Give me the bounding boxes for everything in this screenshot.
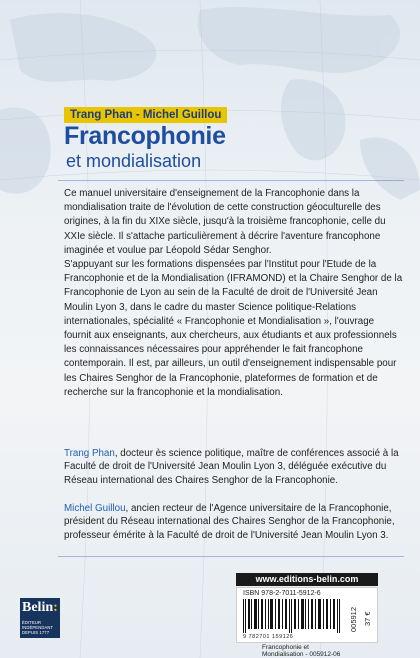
barcode-icon [243, 599, 341, 633]
belin-logo [20, 598, 60, 638]
barcode-number: 9 782701 159126 [243, 634, 294, 640]
footer-line: Francophonie et [262, 644, 309, 651]
author-bio [64, 447, 404, 487]
divider-top [58, 180, 404, 181]
book-title: Francophonie [64, 122, 226, 150]
product-code: 005912 [349, 606, 358, 632]
belin-tagline: ÉDITEUR INDÉPENDANT [22, 620, 54, 630]
author-bio [64, 502, 404, 542]
belin-since: DEPUIS 1777 [22, 630, 50, 635]
footer-line: Mondialisation - 005912-06 [262, 651, 341, 658]
author-name: Michel Guillou [64, 503, 126, 514]
belin-name: Belin [22, 600, 54, 615]
author-bio-text: , docteur ès science politique, maître de conférences associé à la Faculté de droit de l'Université Jean Moulin Lyon 3, déléguée exécutive du Réseau international des Chaires Senghor de la Francophonie. [64, 448, 399, 486]
author-name: Trang Phan [64, 448, 115, 459]
description-paragraph: Ce manuel universitaire d'enseignement de la Francophonie dans la mondialisation traite de l'évolution de cette construction géoculturelle des origines, à la fin du XIXe siècle, jusqu'à la troisième francophonie, celle du XXIe siècle. Il s'attache particulièrement à décrire l'aventure francophone imaginée et voulue par Léopold Sédar Senghor. [64, 188, 386, 256]
author-bio-text: , ancien recteur de l'Agence universitaire de la Francophonie, président du Réseau international des Chaires Senghor de la Francophonie, professeur émérite à la Faculté de droit de l'Université Jean Moulin Lyon 3. [64, 503, 395, 541]
description [64, 187, 404, 400]
description-paragraph: S'appuyant sur les formations dispensées par l'Institut pour l'Etude de la Francophonie et de la Mondialisation (IFRAMOND) et la Chaire Senghor de la Francophonie de Lyon au sein de la Faculté de droit de l'Université Jean Moulin Lyon 3, dans le cadre du master Science politique-Relations internationales, spécialité « Francophonie et Mondialisation », l'ouvrage fournit aux enseignants, aux chercheurs, aux étudiants et aux professionnels les connaissances nécessaires pour appréhender le fait francophone contemporain. Il est, par ailleurs, un outil d'enseignement indispensable pour les Chaires Senghor de la Francophonie, plateformes de formation et de recherche sur la francophonie et la mondialisation. [64, 259, 403, 398]
footer-reference [262, 644, 340, 658]
price: 37 € [363, 611, 372, 626]
publisher-website[interactable]: www.editions-belin.com [236, 573, 378, 586]
belin-colon: : [53, 600, 58, 615]
divider-bottom [58, 556, 404, 557]
barcode-panel [236, 587, 378, 643]
book-subtitle: et mondialisation [66, 151, 202, 171]
isbn-label: ISBN 978-2-7011-5912-6 [243, 590, 321, 597]
authors-band: Trang Phan - Michel Guillou [64, 107, 227, 123]
